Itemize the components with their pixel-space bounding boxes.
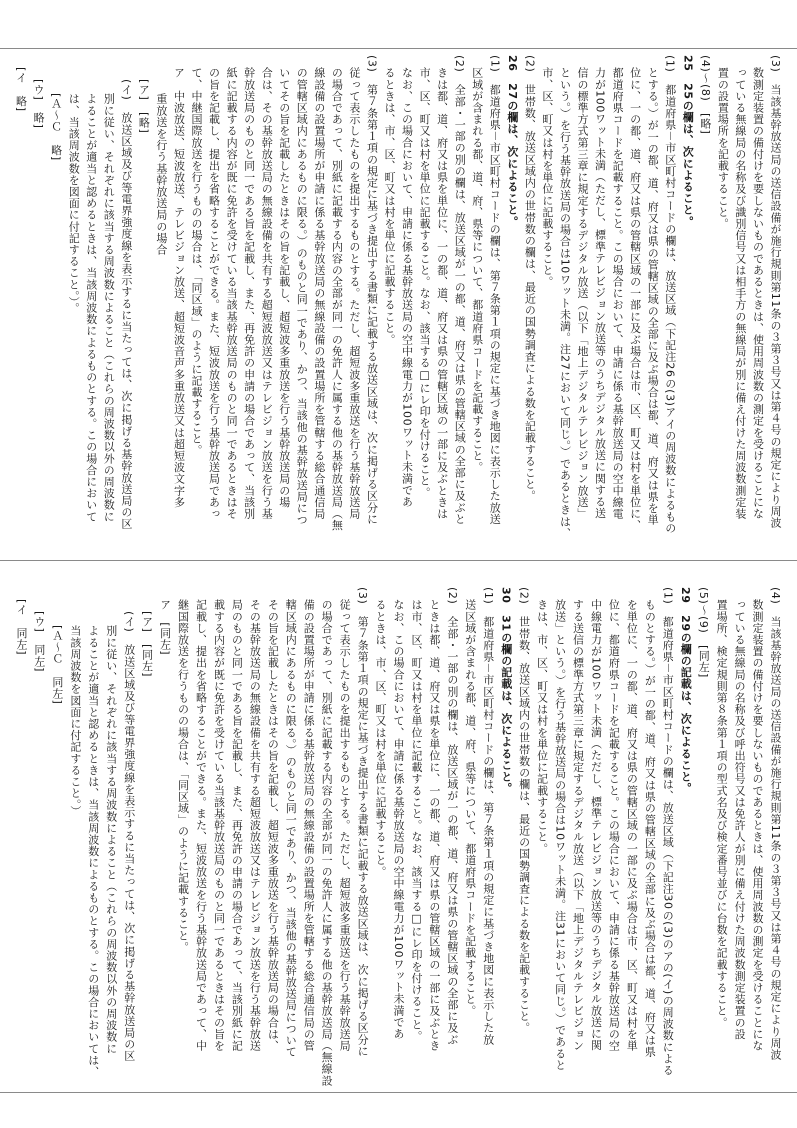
text-column: いてその旨を記載したときはその旨を記載し、超短波多重放送を行う基幹放送局の場: [277, 67, 291, 508]
text-column: ア 中波放送、短波放送、テレビジョン放送、超短波音声多重放送又は超短波文字多: [172, 67, 186, 508]
text-column: 位に、一の都、道、府又は県の管轄区域の一部に及ぶ場合は市、区、町又は村を単位に、: [628, 67, 642, 531]
text-column: (2) 全部・一部の別の欄は、放送区域が一の都、道、府又は県の管轄区域の全部に及ぶと: [453, 55, 467, 525]
text-column: 記載し、提出を省略することができる。また、短波放送を行う基幹放送局であって、中: [194, 599, 208, 1052]
text-column: [ア] [略]: [137, 79, 151, 134]
text-column: ア [同左]: [158, 599, 172, 656]
text-column: きは都、道、府又は県を単位に、一の都、道、府又は県の管轄区域の一部に及ぶときは: [435, 67, 449, 520]
text-column: (2) 世帯数、放送区域内の世帯数の欄は、最近の国勢調査による数を記載すること。: [523, 55, 537, 502]
text-column: 継国際放送を行うものの場合は、「同区域」のように記載すること。: [176, 599, 190, 954]
text-column: るときは、市、区、町又は村を単位に記載すること。: [374, 599, 388, 878]
text-column: の管轄区域内にあるものに限る。）のものと同一であり、かつ、当該他の基幹放送局につ: [295, 67, 309, 526]
bottom-rule: [0, 1092, 797, 1093]
text-column: 放送」という。）を行う基幹放送局の場合は10ワット未満。注31において同じ。）であると: [553, 599, 567, 1071]
text-column: (1) 都道府県－市区町村コードの欄は、放送区域（下記注30の(3)のアの(イ)の周波数による: [661, 587, 675, 1076]
text-column: (1) 都道府県－市区町村コードの欄は、放送区域（下記注26の(3)アイの周波数によるもの: [663, 55, 677, 535]
text-column: 載する内容が既に免許を受けている当該基幹放送局のものと同一であるときはその旨を: [212, 599, 226, 1052]
text-column: 置の設置場所を記載すること。: [716, 67, 730, 230]
text-column: るときは、市、区、町又は村を単位に記載すること。: [383, 67, 396, 346]
text-column: よることが適当と認めるときは、当該周波数によるものとする。この場合において: [84, 93, 98, 523]
text-column: 合は、その基幹放送局の無線設備を共有する超短波放送又はテレビジョン放送を行う基: [260, 67, 274, 520]
text-column: っている無線局の名称及び識別信号又は相手方の無線局が別に備え付けた周波数測定装: [733, 67, 747, 520]
text-column: 幹放送局のものと同一である旨を記載し、また、再免許の申請の場合であって、当該別: [242, 67, 256, 520]
text-column: 29 29の欄の記載は、次によること。: [679, 587, 693, 795]
text-column: (4)～(8) [略]: [698, 55, 712, 135]
text-column: 市、区、町又は村を単位に記載すること。: [540, 67, 554, 288]
text-column: の場合であって、別紙に記載する内容の全部が同一の免許人に属する他の基幹放送局（無: [330, 67, 344, 531]
text-column: 信の標準方式第三章に規定するデジタル放送（以下「地上デジタルテレビジョン放送」: [576, 67, 589, 520]
text-column: なお、この場合において、申請に係る基幹放送局の空中線電力が100ワット未満であ: [391, 599, 405, 1040]
text-column: (2) 全部・一部の別の欄は、放送区域が一の都、道、府又は県の管轄区域の全部に及ぶ: [445, 587, 459, 1046]
text-column: [イ 略]: [14, 67, 28, 112]
text-column: 中線電力が100ワット未満（ただし、標準テレビジョン放送等のうちデジタル放送に関: [589, 599, 603, 1051]
text-column: (イ) 放送区域及び等電界強度線を表示するに当たっては、次に掲げる基幹放送局の区: [122, 611, 136, 1062]
text-column: (1) 都道府県－市区町村コードの欄は、第７条第１項の規定に基づき地図に表示した放: [481, 587, 495, 1046]
text-column: の旨を記載し、提出を省略することができる。また、短波放送を行う基幹放送局であっ: [207, 67, 221, 520]
text-column: 都道府県コードを記載すること。この場合において、申請に係る基幹放送局の空中線電: [611, 67, 625, 520]
text-column: 当該周波数を図面に付記すること。）: [68, 625, 82, 817]
text-column: (3) 第７条第１項の規定に基づき提出する書類に記載する放送区域は、次に掲げる区分に: [356, 587, 370, 1057]
text-column: (1) 都道府県－市区町村コードの欄は、第７条第１項の規定に基づき地図に表示した放送: [488, 55, 502, 525]
text-column: (2) 世帯数、放送区域内の世帯数の欄は、最近の国勢調査による数を記載すること。: [517, 587, 531, 1034]
text-column: (3) 第７条第１項の規定に基づき提出する書類に記載する放送区域は、次に掲げる区分に: [365, 55, 379, 525]
text-column: ときは都、道、府又は県を単位に、一の都、道、府又は県の管轄区域の一部に及ぶとき: [427, 599, 441, 1052]
text-column: とする。）が一の都、道、府又は県の管轄区域の全部に及ぶ場合は都、道、府又は県を単: [646, 67, 660, 526]
text-column: きは、市、区、町又は村を単位に記載すること。: [535, 599, 549, 855]
text-column: 別に従い、それぞれに該当する周波数によること（これらの周波数以外の周波数に: [104, 625, 118, 1055]
text-column: 重放送を行う基幹放送局の場合: [154, 93, 168, 256]
text-column: 26 27の欄は、次によること。: [505, 55, 519, 228]
text-column: [ウ] 同左]: [32, 611, 46, 673]
text-column: 紙に記載する内容が既に免許を受けている当該基幹放送局のものと同一であるときはそ: [225, 67, 239, 520]
text-column: は、当該周波数を図面に付記すること。）。: [67, 93, 81, 314]
text-column: (5)～(9) [同左]: [697, 587, 711, 678]
text-column: その旨を記載したときはその旨を記載し、超短波多重放送を行う基幹放送局の場合は、: [266, 599, 280, 1052]
text-column: [Ａ～Ｃ 略]: [49, 93, 63, 161]
text-column: 数測定装置の備付けを要しないものであるときは、使用周波数の測定を受けることにな: [751, 67, 765, 520]
middle-rule: [0, 560, 797, 561]
text-column: 送区域が含まれる都、道、府、県等について、都道府県コードを記載すること。: [463, 599, 477, 1017]
text-column: (3) 当該基幹放送局の送信設備が施行規則第11条の３第３号又は第４号の規定により周波: [769, 55, 782, 529]
text-column: っている無線局の名称及び呼出符号又は免許人が別に備え付けた周波数測定装置の設: [733, 599, 747, 1040]
lower-page: [0, 581, 797, 1092]
text-column: 従って表示したものを提出するものとする。ただし、超短波多重放送を行う基幹放送局: [347, 67, 361, 520]
text-column: 局のものと同一である旨を記載し、また、再免許の申請の場合であって、当該別紙に記: [230, 599, 244, 1052]
text-column: 30 31の欄の記載は、次によること。: [499, 587, 513, 795]
text-column: (イ) 放送区域及び等電界強度線を表示するに当たっては、次に掲げる基幹放送局の区: [119, 79, 133, 530]
text-column: 数測定装置の備付けを要しないものであるときは、使用周波数の測定を受けることにな: [751, 599, 765, 1052]
text-column: を単位に、一の都、道、府又は県の管轄区域の一部に及ぶ場合は市、区、町又は村を単: [625, 599, 639, 1052]
text-column: [イ 同左]: [14, 599, 28, 656]
text-column: 従って表示したものを提出するものとする。ただし、超短波多重放送を行う基幹放送局: [338, 599, 352, 1052]
text-column: 市、区、町又は村を単位に記載すること。なお、該当する□にレ印を付けること。: [418, 67, 432, 499]
text-column: (4) 当該基幹放送局の送信設備が施行規則第11条の３第３号又は第４号の規定により周波: [769, 587, 782, 1061]
text-column: ものとする。）が一の都、道、府又は県の管轄区域の全部に及ぶ場合は都、道、府又は県: [643, 599, 657, 1058]
text-column: [ウ] 略]: [32, 79, 46, 129]
text-column: 線設備の設置場所が申請に係る基幹放送局の無線設備の設置場所を管轄する総合通信局: [312, 67, 326, 520]
text-column: 別に従い、それぞれに該当する周波数によること（これらの周波数以外の周波数に: [102, 93, 116, 523]
upper-text-columns: [12, 55, 784, 545]
text-column: 置場所、検定規則第８条第１項の型式名及び検定番号並びに台数を記載すること。: [715, 599, 729, 1029]
upper-page: [0, 49, 797, 560]
text-column: 轄区域内にあるものに限る。）のものと同一であり、かつ、当該他の基幹放送局について: [284, 599, 298, 1058]
text-column: する送信の標準方式第三章に規定するデジタル放送（以下「地上デジタルテレビジョン: [571, 599, 585, 1052]
lower-text-columns: [12, 587, 784, 1087]
text-column: 25 25の欄は、次によること。: [681, 55, 695, 228]
text-column: 備の設置場所が申請に係る基幹放送局の無線設備の設置場所を管轄する総合通信局の管: [302, 599, 316, 1052]
text-column: [Ａ～Ｃ 同左]: [50, 625, 64, 705]
text-column: 区域が含まれる都、道、府、県等について、都道府県コードを記載すること。: [470, 67, 484, 473]
text-column: は市、区、町又は村を単位に記載すること。なお、該当する□にレ印を付けること。: [409, 599, 423, 1042]
text-column: という。）を行う基幹放送局の場合は10ワット未満。注27において同じ。）であるときは、: [558, 67, 572, 539]
text-column: [ア] [同左]: [140, 611, 154, 677]
text-column: よることが適当と認めるときは、当該周波数によるものとする。この場合においては、: [86, 625, 100, 1078]
text-column: て、中継国際放送を行うものの場合は、「同区域」のように記載すること。: [190, 67, 203, 456]
text-column: 力が100ワット未満（ただし、標準テレビジョン放送等のうちデジタル放送に関する送: [593, 67, 607, 519]
text-column: 位に、都道府県コードを記載すること。この場合において、申請に係る基幹放送局の空: [607, 599, 621, 1052]
text-column: なお、この場合において、申請に係る基幹放送局の空中線電力が100ワット未満であ: [400, 67, 414, 508]
text-column: の場合であって、別紙に記載する内容の全部が同一の免許人に属する他の基幹放送局（無線設: [320, 599, 334, 1087]
text-column: その基幹放送局の無線設備を共有する超短波放送又はテレビジョン放送を行う基幹放送: [248, 599, 262, 1052]
